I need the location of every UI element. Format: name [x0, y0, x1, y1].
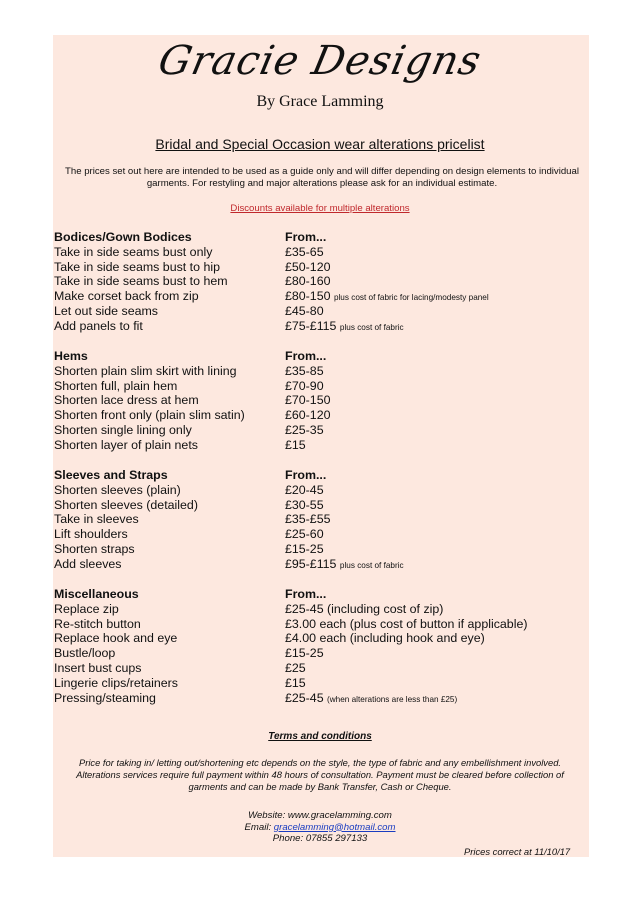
item-price: £80-160 — [285, 274, 331, 289]
list-item — [54, 245, 594, 260]
section-title: Miscellaneous — [54, 587, 139, 601]
terms-title: Terms and conditions — [268, 731, 372, 742]
item-label: Shorten full, plain hem — [54, 378, 178, 393]
item-price: £35-£55 — [285, 512, 331, 527]
item-price: £15-25 — [285, 541, 324, 556]
item-label: Add panels to fit — [54, 318, 143, 333]
from-label: From... — [285, 349, 327, 363]
item-note: plus cost of fabric — [339, 322, 404, 332]
item-label: Shorten layer of plain nets — [54, 437, 198, 452]
from-label: From... — [285, 230, 327, 244]
section-header — [54, 230, 594, 245]
list-item — [54, 498, 594, 513]
section-header — [54, 468, 594, 483]
intro-text: The prices set out here are intended to be used as a guide only and will differ depending on design elements to individual garments. For restyling and major alterations please ask for an individual estimate. — [65, 166, 579, 189]
item-label: Shorten plain slim skirt with lining — [54, 363, 237, 378]
phone-line — [0, 833, 640, 845]
list-item — [54, 676, 594, 691]
item-label: Bustle/loop — [54, 646, 116, 661]
section-title: Hems — [54, 349, 88, 363]
item-price: £60-120 — [285, 408, 331, 423]
item-note: plus cost of fabric for lacing/modesty panel — [333, 293, 489, 303]
phone-number: 07855 297133 — [305, 833, 368, 844]
item-price: £25-45 (including cost of zip) — [285, 601, 444, 616]
item-price: £3.00 each (plus cost of button if applicable) — [285, 616, 528, 631]
from-label: From... — [285, 587, 327, 601]
item-label: Take in side seams bust to hip — [54, 259, 220, 274]
list-item — [54, 557, 594, 572]
discount-notice: Discounts available for multiple alterations — [230, 203, 410, 214]
item-price: £15 — [285, 675, 306, 690]
item-label: Pressing/steaming — [54, 690, 156, 705]
item-label: Make corset back from zip — [54, 289, 199, 304]
item-price: £45-80 — [285, 303, 324, 318]
email-link[interactable]: gracelamming@hotmail.com — [273, 821, 396, 833]
item-price: £15 — [285, 437, 306, 452]
item-label: Add sleeves — [54, 556, 122, 571]
item-label: Shorten front only (plain slim satin) — [54, 408, 245, 423]
item-price: £70-90 — [285, 378, 324, 393]
byline: By Grace Lamming — [256, 93, 384, 110]
item-price: £80-150 — [285, 289, 331, 304]
item-label: Shorten lace dress at hem — [54, 393, 199, 408]
list-item — [54, 617, 594, 632]
item-price: £25-45 — [285, 690, 324, 705]
item-price: £15-25 — [285, 646, 324, 661]
email-label: Email: — [244, 821, 272, 833]
list-item — [54, 423, 594, 438]
section-title: Sleeves and Straps — [54, 468, 168, 482]
item-label: Take in sleeves — [54, 512, 139, 527]
item-label: Replace zip — [54, 601, 119, 616]
list-item — [54, 393, 594, 408]
list-item — [54, 319, 594, 334]
website-line — [0, 810, 640, 822]
website-label: Website: — [248, 810, 286, 821]
item-label: Take in side seams bust to hem — [54, 274, 228, 289]
list-item — [54, 289, 594, 304]
list-item — [54, 631, 594, 646]
list-item — [54, 542, 594, 557]
item-label: Shorten single lining only — [54, 422, 192, 437]
item-price: £25-35 — [285, 422, 324, 437]
item-label: Shorten sleeves (plain) — [54, 482, 181, 497]
item-label: Shorten sleeves (detailed) — [54, 497, 198, 512]
item-note: plus cost of fabric — [339, 560, 404, 570]
item-price: £35-65 — [285, 244, 324, 259]
item-note: (when alterations are less than £25) — [327, 694, 458, 704]
section-bodices — [54, 230, 594, 334]
item-label: Take in side seams bust only — [54, 244, 213, 259]
item-price: £50-120 — [285, 259, 331, 274]
list-item — [54, 661, 594, 676]
item-label: Let out side seams — [54, 303, 159, 318]
item-price: £30-55 — [285, 497, 324, 512]
section-sleeves — [54, 468, 594, 572]
list-item — [54, 483, 594, 498]
item-price: £35-85 — [285, 363, 324, 378]
item-label: Lingerie clips/retainers — [54, 675, 178, 690]
item-label: Replace hook and eye — [54, 631, 178, 646]
section-hems — [54, 349, 594, 453]
list-item — [54, 512, 594, 527]
email-line — [0, 822, 640, 834]
website-link[interactable]: www.gracelamming.com — [287, 810, 392, 821]
list-item — [54, 364, 594, 379]
section-title: Bodices/Gown Bodices — [54, 230, 192, 244]
section-miscellaneous — [54, 587, 594, 705]
item-label: Re-stitch button — [54, 616, 141, 631]
contact-block — [0, 810, 640, 845]
item-price: £95-£115 — [285, 556, 337, 571]
item-label: Lift shoulders — [54, 527, 128, 542]
section-header — [54, 587, 594, 602]
prices-date: Prices correct at 11/10/17 — [464, 846, 571, 857]
list-item — [54, 304, 594, 319]
list-item — [54, 408, 594, 423]
list-item — [54, 260, 594, 275]
list-item — [54, 274, 594, 289]
terms-text: Price for taking in/ letting out/shortening etc depends on the style, the type of fabric and any embellishment involved. Alterations services require full payment within 48 hours of consultation. Payment must be cleared before collection of garments and can be made by Bank Transfer, Cash or Cheque. — [76, 757, 564, 792]
item-label: Shorten straps — [54, 541, 135, 556]
list-item — [54, 646, 594, 661]
list-item — [54, 691, 594, 706]
item-price: £70-150 — [285, 393, 331, 408]
section-header — [54, 349, 594, 364]
item-price: £4.00 each (including hook and eye) — [285, 631, 485, 646]
page-title: Bridal and Special Occasion wear alterations pricelist — [155, 136, 485, 152]
list-item — [54, 438, 594, 453]
brand-logo: Gracie Designs — [154, 38, 486, 84]
item-price: £25 — [285, 660, 306, 675]
list-item — [54, 527, 594, 542]
list-item — [54, 379, 594, 394]
item-label: Insert bust cups — [54, 660, 142, 675]
from-label: From... — [285, 468, 327, 482]
item-price: £75-£115 — [285, 318, 337, 333]
list-item — [54, 602, 594, 617]
phone-label: Phone: — [272, 833, 304, 844]
item-price: £20-45 — [285, 482, 324, 497]
item-price: £25-60 — [285, 527, 324, 542]
